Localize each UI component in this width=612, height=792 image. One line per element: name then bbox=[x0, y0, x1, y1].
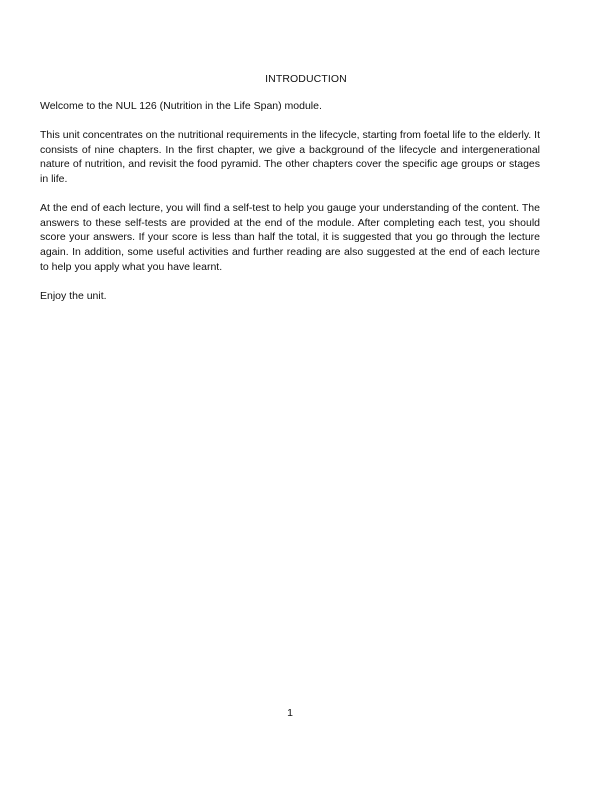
body-text bbox=[40, 99, 540, 318]
page-heading: INTRODUCTION bbox=[265, 73, 347, 85]
paragraph-welcome: Welcome to the NUL 126 (Nutrition in the Life Span) module. bbox=[40, 100, 322, 112]
paragraph-unit-overview: This unit concentrates on the nutritional requirements in the lifecycle, starting from foetal life to the elderly. It consists of nine chapters. In the first chapter, we give a background of the lifecycle and intergenerational nature of nutrition, and revisit the food pyramid. The other chapters cover the specific age groups or stages in life. bbox=[40, 129, 540, 185]
page-number: 1 bbox=[287, 707, 293, 719]
paragraph-closing: Enjoy the unit. bbox=[40, 289, 107, 302]
paragraph-self-tests: At the end of each lecture, you will find a self-test to help you gauge your understanding of the content. The answers to these self-tests are provided at the end of the module. After completing each test, you should score your answers. If your score is less than half the total, it is suggested that you go through the lecture again. In addition, some useful activities and further reading are also suggested at the end of each lecture to help you apply what you have learnt. bbox=[40, 202, 540, 273]
